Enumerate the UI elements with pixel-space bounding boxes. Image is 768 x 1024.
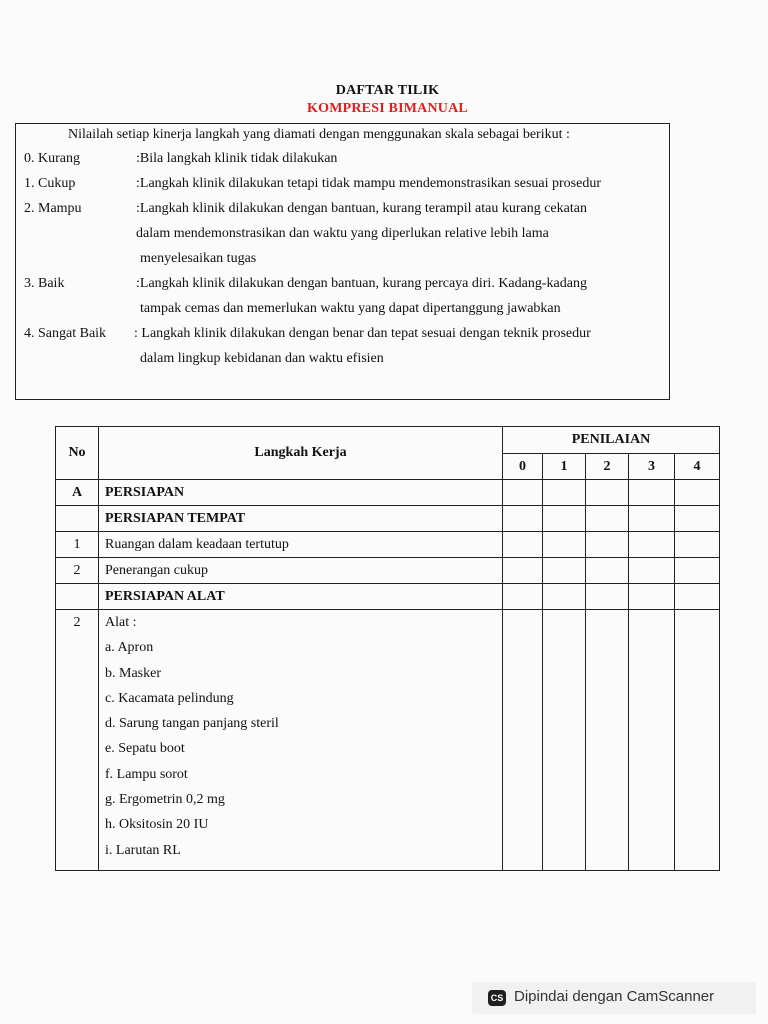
scale-label-4: 4. Sangat Baik: [24, 326, 107, 341]
score-cell[interactable]: [629, 506, 675, 532]
table-row: [56, 584, 720, 610]
equipment-item: e. Sepatu boot: [105, 741, 185, 757]
equipment-item: h. Oksitosin 20 IU: [105, 817, 209, 833]
equipment-item: f. Lampu sorot: [105, 766, 188, 782]
rating-scale-box: [15, 123, 670, 400]
document-title: DAFTAR TILIK: [335, 83, 440, 98]
score-cell[interactable]: [543, 506, 586, 532]
score-cell[interactable]: [675, 610, 720, 871]
scale-desc-2c: menyelesaikan tugas: [140, 251, 257, 266]
scale-desc-2b: dalam mendemonstrasikan dan waktu yang diperlukan relative lebih lama: [136, 226, 549, 241]
score-cell[interactable]: [675, 558, 720, 584]
step-text: Penerangan cukup: [99, 558, 503, 584]
score-cell[interactable]: [629, 480, 675, 506]
row-no: 2: [56, 558, 99, 584]
score-cell[interactable]: [543, 558, 586, 584]
score-cell[interactable]: [586, 558, 629, 584]
score-cell[interactable]: [675, 584, 720, 610]
column-header-penilaian: PENILAIAN: [503, 427, 720, 454]
scale-desc-4b: dalam lingkup kebidanan dan waktu efisien: [140, 351, 384, 366]
score-cell[interactable]: [503, 480, 543, 506]
score-cell[interactable]: [503, 558, 543, 584]
score-cell[interactable]: [629, 584, 675, 610]
column-header-no: No: [56, 427, 99, 480]
score-cell[interactable]: [503, 506, 543, 532]
score-cell[interactable]: [675, 532, 720, 558]
row-no: 1: [56, 532, 99, 558]
row-no: A: [56, 480, 99, 506]
subsection-heading: PERSIAPAN TEMPAT: [99, 506, 503, 532]
scale-desc-1: :Langkah klinik dilakukan tetapi tidak mampu mendemonstrasikan sesuai prosedur: [136, 176, 602, 191]
table-row: [56, 558, 720, 584]
score-cell[interactable]: [543, 480, 586, 506]
score-cell[interactable]: [629, 532, 675, 558]
score-cell[interactable]: [586, 584, 629, 610]
table-row: [56, 610, 720, 871]
equipment-item: b. Masker: [105, 665, 161, 681]
score-cell[interactable]: [543, 584, 586, 610]
watermark-text: Dipindai dengan CamScanner: [514, 988, 715, 1005]
score-cell[interactable]: [503, 584, 543, 610]
scale-desc-2a: :Langkah klinik dilakukan dengan bantuan, kurang terampil atau kurang cekatan: [136, 201, 587, 216]
score-cell[interactable]: [675, 480, 720, 506]
checklist-table: [55, 426, 720, 871]
score-cell[interactable]: [586, 532, 629, 558]
scale-label-3: 3. Baik: [24, 276, 65, 291]
score-cell[interactable]: [586, 480, 629, 506]
scale-label-0: 0. Kurang: [24, 151, 80, 166]
scale-intro: Nilailah setiap kinerja langkah yang diamati dengan menggunakan skala sebagai berikut :: [68, 127, 570, 142]
equipment-item: d. Sarung tangan panjang steril: [105, 716, 279, 732]
equipment-heading: Alat :: [105, 615, 137, 630]
camscanner-logo-icon: CS: [488, 990, 506, 1006]
score-cell[interactable]: [586, 610, 629, 871]
row-no: [56, 506, 99, 532]
score-header-0: 0: [503, 454, 543, 480]
row-no: [56, 584, 99, 610]
equipment-item: c. Kacamata pelindung: [105, 690, 234, 706]
score-cell[interactable]: [503, 532, 543, 558]
table-row: [56, 506, 720, 532]
equipment-item: i. Larutan RL: [105, 842, 181, 858]
score-header-3: 3: [629, 454, 675, 480]
score-header-4: 4: [675, 454, 720, 480]
equipment-item: g. Ergometrin 0,2 mg: [105, 792, 225, 808]
score-header-1: 1: [543, 454, 586, 480]
table-row: [56, 480, 720, 506]
score-cell[interactable]: [503, 610, 543, 871]
score-cell[interactable]: [543, 610, 586, 871]
document-subtitle: KOMPRESI BIMANUAL: [307, 101, 468, 116]
score-cell[interactable]: [586, 506, 629, 532]
scale-label-1: 1. Cukup: [24, 176, 76, 191]
camscanner-watermark: [472, 982, 756, 1014]
column-header-langkah-kerja: Langkah Kerja: [99, 427, 503, 480]
row-no: [56, 610, 99, 871]
table-row: [56, 532, 720, 558]
subsection-heading: PERSIAPAN ALAT: [99, 584, 503, 610]
section-heading: PERSIAPAN: [99, 480, 503, 506]
equipment-list: [99, 610, 503, 871]
equipment-item: a. Apron: [105, 640, 154, 656]
scale-desc-4a: : Langkah klinik dilakukan dengan benar dan tepat sesuai dengan teknik prosedur: [134, 326, 591, 341]
score-cell[interactable]: [675, 506, 720, 532]
score-header-2: 2: [586, 454, 629, 480]
scale-label-2: 2. Mampu: [24, 201, 82, 216]
score-cell[interactable]: [629, 558, 675, 584]
score-cell[interactable]: [543, 532, 586, 558]
score-cell[interactable]: [629, 610, 675, 871]
scale-desc-3a: :Langkah klinik dilakukan dengan bantuan, kurang percaya diri. Kadang-kadang: [136, 276, 587, 291]
scale-desc-0: :Bila langkah klinik tidak dilakukan: [136, 151, 338, 166]
scale-desc-3b: tampak cemas dan memerlukan waktu yang dapat dipertanggung jawabkan: [140, 301, 561, 316]
row-no-value: 2: [73, 615, 81, 630]
step-text: Ruangan dalam keadaan tertutup: [99, 532, 503, 558]
